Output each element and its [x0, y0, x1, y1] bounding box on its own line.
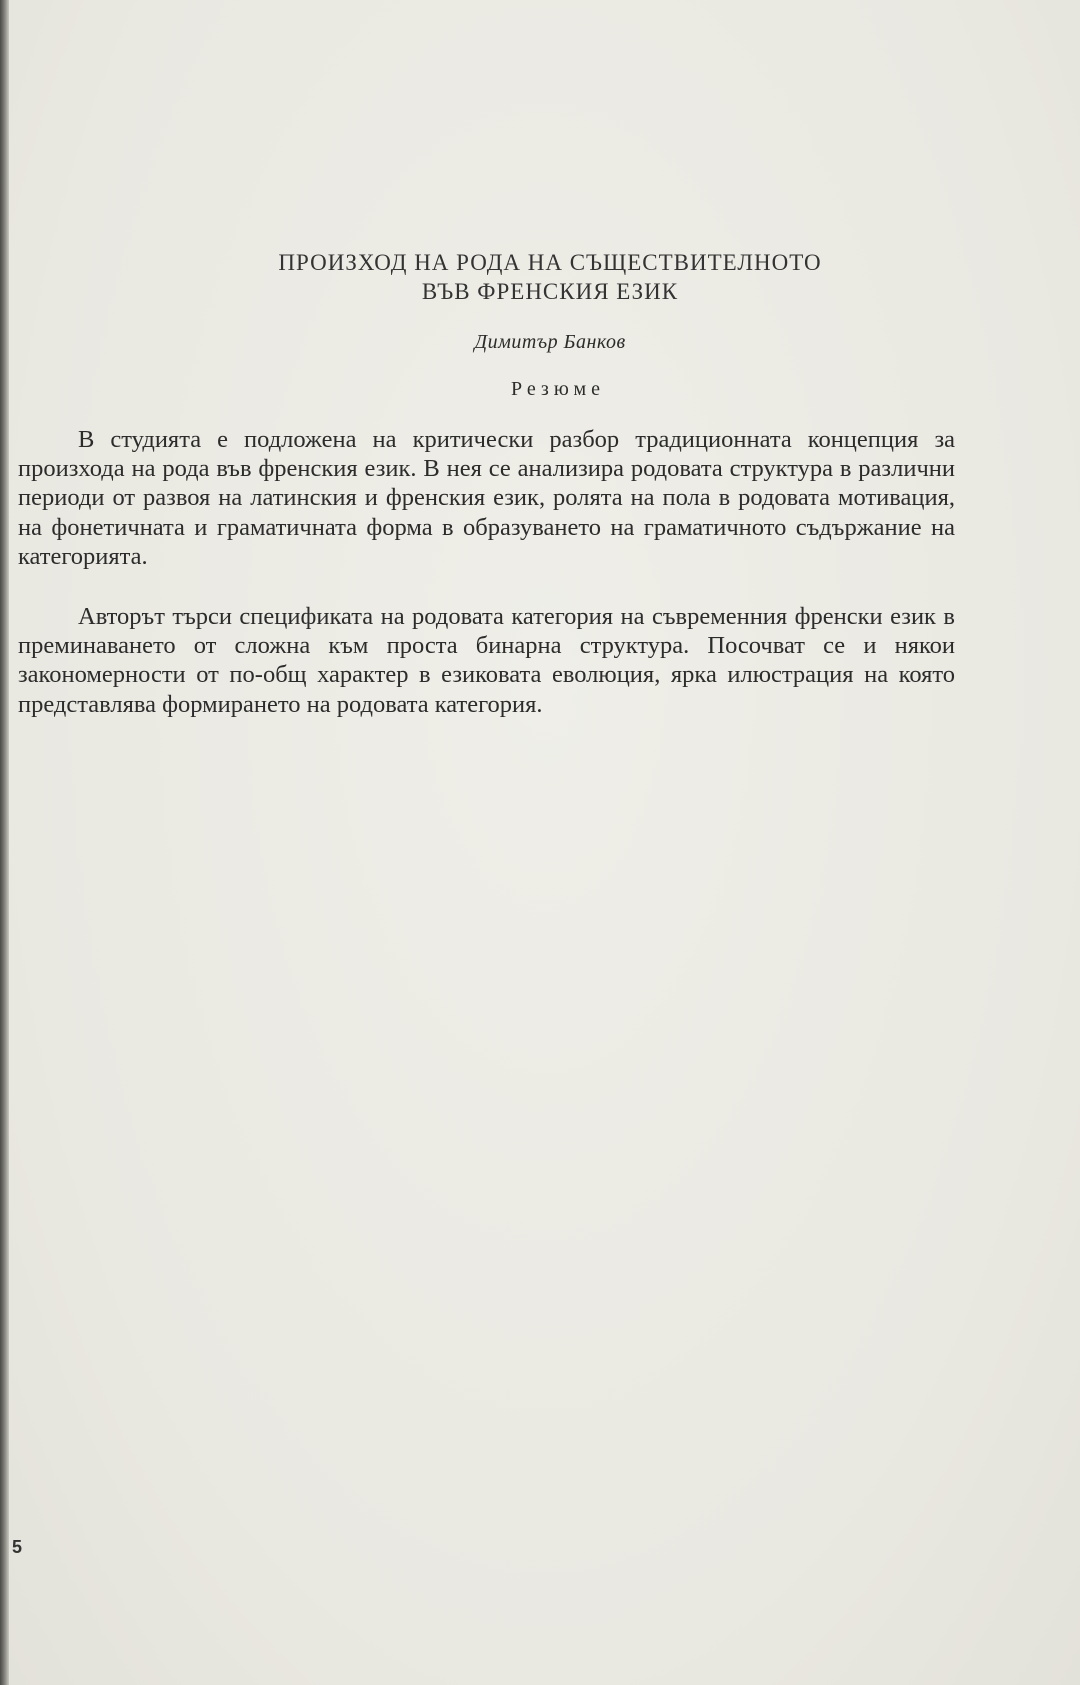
author-name: Димитър Банков	[474, 331, 626, 353]
title-line-2: ВЪВ ФРЕНСКИЯ ЕЗИК	[421, 279, 679, 304]
abstract-paragraph-2: Авторът търси спецификата на родовата категория на съвременния френски език в преминаването от сложна към проста бинарна структура. Посочват се и някои закономерности от по-общ характер в езиковата еволюция, ярка илюстрация на която представлява формирането на родовата категория.	[18, 603, 955, 718]
page-number: 5	[12, 1537, 23, 1557]
abstract-paragraph-1: В студията е подложена на критически разбор традиционната концепция за произхода на рода във френския език. В нея се анализира родовата структура в различни периоди от развоя на латинския и френския език, ролята на пола в родовата мотивация, на фонетичната и граматичната форма в образуването на граматичното съдържание на категорията.	[18, 426, 955, 570]
title-line-1: ПРОИЗХОД НА РОДА НА СЪЩЕСТВИТЕЛНОТО	[278, 250, 822, 275]
section-heading: Резюме	[510, 378, 606, 400]
